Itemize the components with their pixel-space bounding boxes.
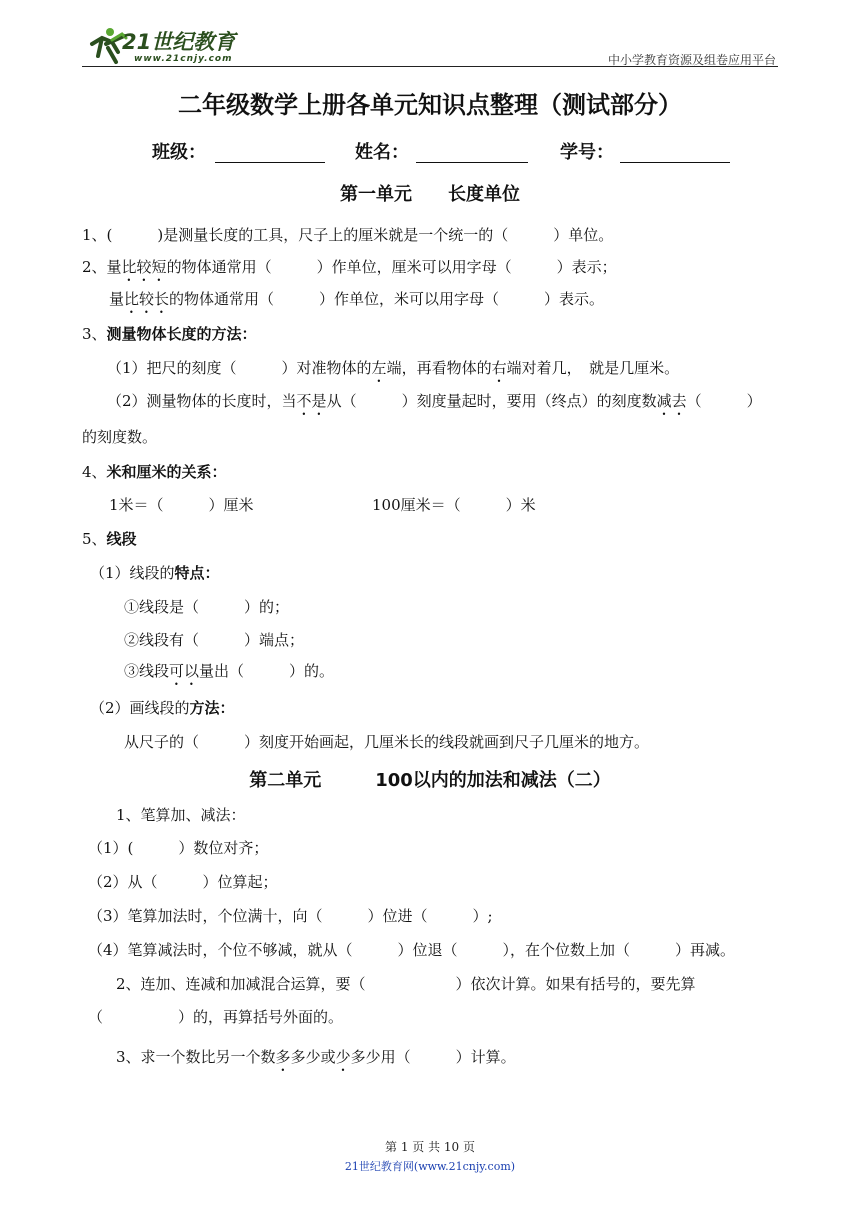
unit1-q4-title [82,462,227,482]
unit1-q5-title [82,529,137,549]
site-tagline: 中小学教育资源及组卷应用平台 [607,53,776,67]
unit1-q3-2-cont: 的刻度数。 [82,428,158,446]
q5-2-prefix: （2）画线段的 [90,699,190,717]
unit1-q3-title [82,324,257,344]
q3-2-emphasis-not: 不是 [296,392,327,410]
unit1-q1: 1、( )是测量长度的工具，尺子上的厘米就是一个统一的（ ）单位。 [82,226,614,244]
q2a-prefix: 2、量 [82,258,122,276]
q4-number: 4、 [82,463,107,481]
student-id-field[interactable] [620,162,730,163]
unit1-q5-1 [90,563,220,583]
unit2-q1-2: （2）从（ ）位算起； [88,873,278,891]
q5-title: 线段 [106,530,137,548]
unit2-q1-4: （4）笔算减法时，个位不够减，就从（ ）位退（ ），在个位数上加（ ）再减。 [88,941,736,959]
logo-sub-text: www.21cnjy.com [134,54,233,64]
q3-emphasis-more: 多 [275,1048,291,1066]
q3-1-part-b: 端，再看物体的 [386,359,492,377]
unit1-q2b [109,289,604,317]
q3-2-part-b: 从（ ）刻度量起时，要用（终点）的刻度数 [326,392,657,410]
page-number: 第 1 页 共 10 页 [385,1140,475,1154]
header-divider [82,66,778,67]
id-label: 学号： [560,142,614,163]
logo-main-text: 21世纪教育 [122,30,236,54]
q3-1-emphasis-left: 左 [371,359,387,377]
unit1-q2a [82,257,617,285]
unit1-q5-2 [90,698,235,718]
q3-1-part-a: （1）把尺的刻度（ ）对准物体的 [107,359,372,377]
q2b-prefix: 量 [109,290,125,308]
q5-number: 5、 [82,530,107,548]
unit1-q5-2-text: 从尺子的（ ）刻度开始画起，几厘米长的线段就画到尺子几厘米的地方。 [124,733,650,751]
footer-site-link[interactable]: 21世纪教育网(www.21cnjy.com) [344,1160,516,1173]
unit1-q5-1-iii [124,661,334,689]
unit2-q3 [116,1047,516,1075]
q2a-suffix: 的物体通常用（ ）作单位，厘米可以用字母（ ）表示； [166,258,617,276]
q5-1-prefix: （1）线段的 [90,564,175,582]
q3-1-emphasis-right: 右 [491,359,507,377]
unit2-q2-cont: （ ）的，再算括号外面的。 [88,1008,344,1026]
q3-part-c: 多少用（ ）计算。 [350,1048,516,1066]
unit1-q5-1-i: ①线段是（ ）的； [124,598,290,616]
unit1-q3-2 [107,391,762,419]
name-label: 姓名： [355,142,409,163]
q3-emphasis-less: 少 [335,1048,351,1066]
unit2-q1-3: （3）笔算加法时，个位满十，向（ ）位进（ ）; [88,907,493,925]
q2b-suffix: 的物体通常用（ ）作单位，米可以用字母（ ）表示。 [169,290,605,308]
document-title: 二年级数学上册各单元知识点整理（测试部分） [178,91,682,119]
q5-1-bold: 特点： [174,564,220,582]
q3-2-part-c: （ ） [686,392,762,410]
q3-title: 测量物体长度的方法： [106,325,257,343]
unit1-q5-1-ii: ②线段有（ ）端点； [124,631,305,649]
q4-title: 米和厘米的关系： [106,463,227,481]
unit1-heading: 第一单元 长度单位 [340,184,520,205]
q3-2-part-a: （2）测量物体的长度时，当 [107,392,297,410]
q5-2-bold: 方法： [189,699,235,717]
q5-1-iii-emphasis: 可以 [169,662,200,680]
unit2-q2: 2、连加、连减和加减混合运算，要（ ）依次计算。如果有括号的，要先算 [116,975,696,993]
q2a-emphasis: 比较短 [121,258,167,276]
unit1-q4-a: 1米＝（ ）厘米 [109,496,254,514]
unit2-heading: 第二单元 100以内的加法和减法（二） [249,770,611,791]
q3-1-part-c: 端对着几， 就是几厘米。 [506,359,680,377]
logo [88,22,258,70]
unit2-q1-1: （1）( ）数位对齐； [88,839,269,857]
q3-number: 3、 [82,325,107,343]
q2b-emphasis: 比较长 [124,290,170,308]
class-label: 班级： [152,142,206,163]
q3-part-b: 多少或 [290,1048,336,1066]
unit2-q1: 1、笔算加、减法： [116,806,246,824]
name-field[interactable] [416,162,528,163]
class-field[interactable] [215,162,325,163]
unit1-q3-1 [107,358,679,386]
q5-1-iii-prefix: ③线段 [124,662,170,680]
q3-2-emphasis-subtract: 减去 [656,392,687,410]
unit1-q4-b: 100厘米＝（ ）米 [372,496,536,514]
q3-part-a: 3、求一个数比另一个数 [116,1048,276,1066]
q5-1-iii-suffix: 量出（ ）的。 [199,662,335,680]
